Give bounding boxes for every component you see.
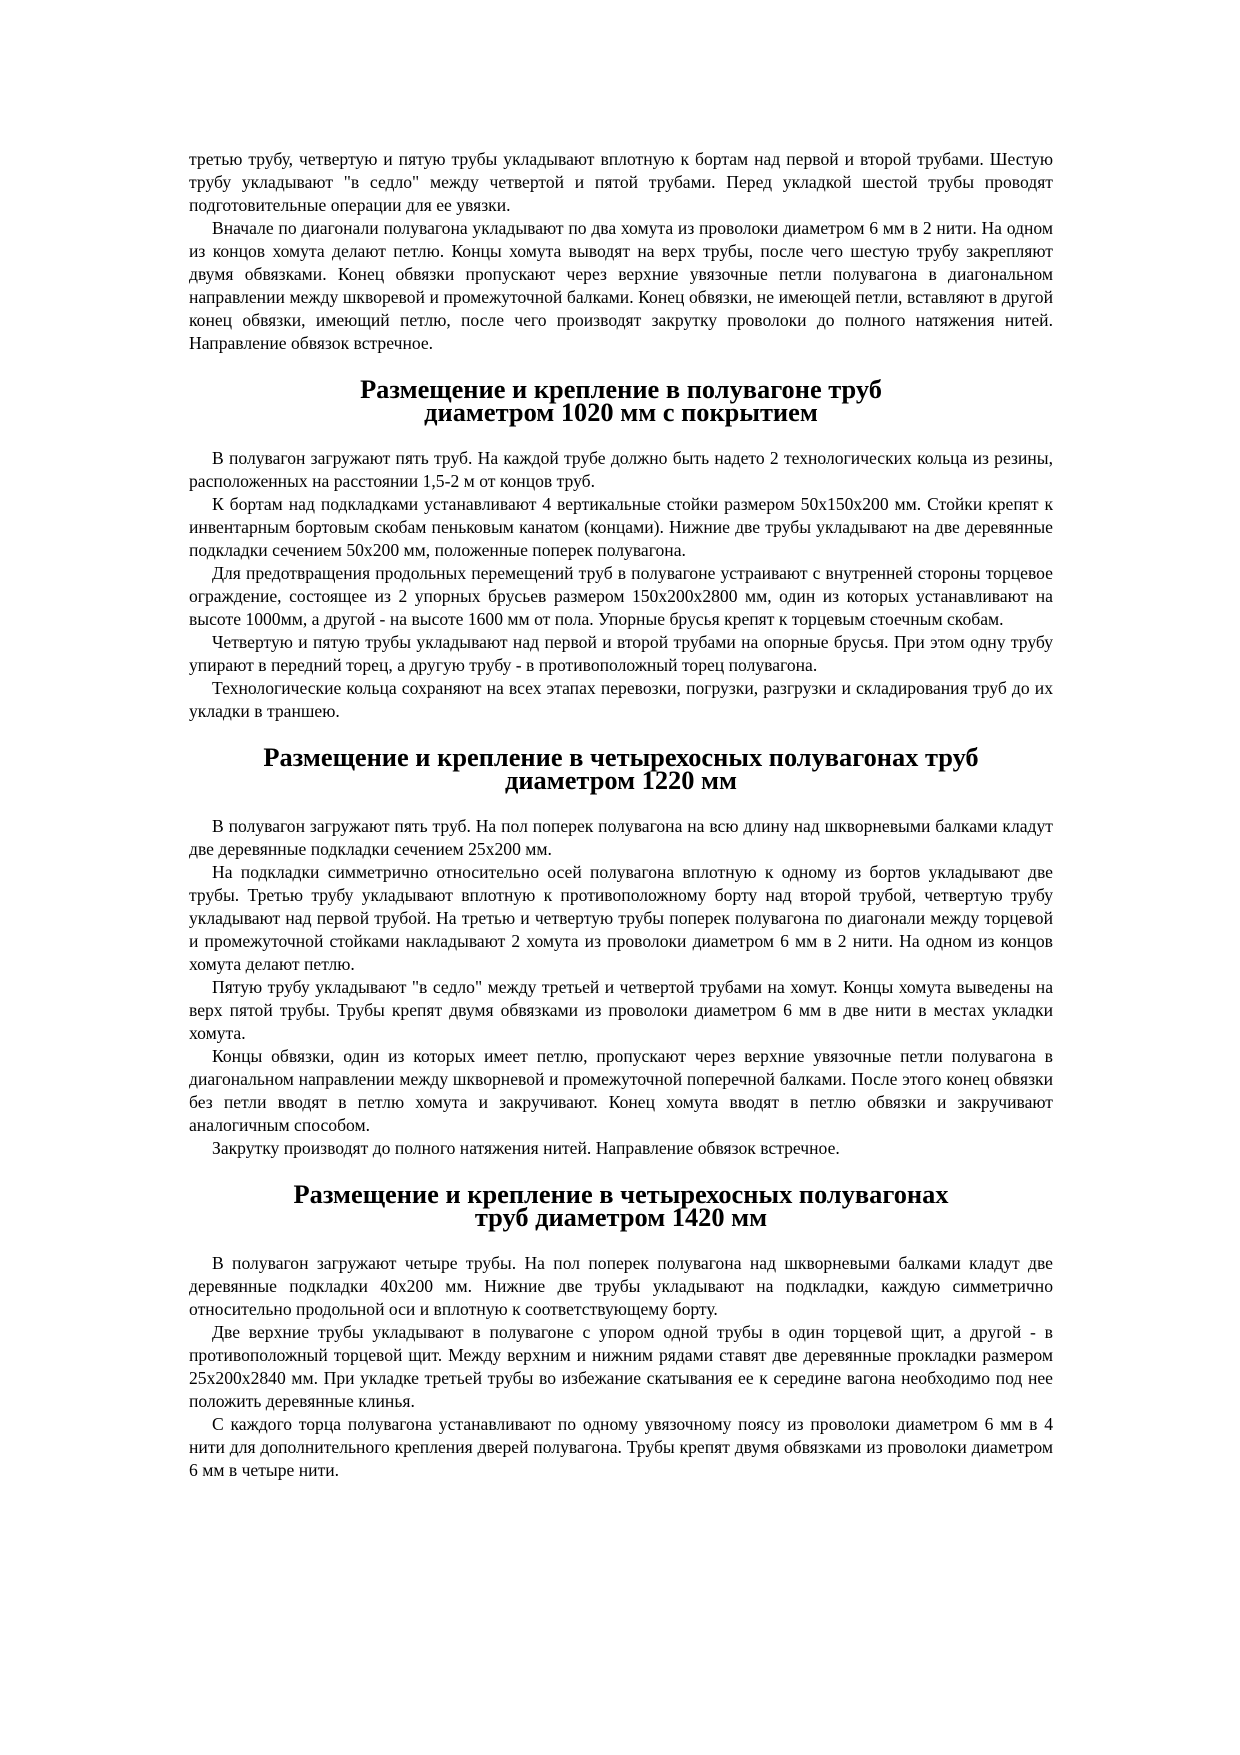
section-1-paragraph-5: Технологические кольца сохраняют на всех этапах перевозки, погрузки, разгрузки и складирования труб до их укладки в траншею. xyxy=(189,678,1053,721)
section-3-title-line2: труб диаметром 1420 мм xyxy=(474,1202,768,1232)
section-3-paragraph-1: В полувагон загружают четыре трубы. На пол поперек полувагона над шкворневыми балками кладут две деревянные подкладки 40х200 мм. Нижние две трубы укладывают на подкладки, каждую симметрично относительно продольной оси и вплотную к соответствующему борту. xyxy=(189,1253,1053,1319)
section-2-paragraph-4: Концы обвязки, один из которых имеет петлю, пропускают через верхние увязочные петли полувагона в диагональном направлении между шкворневой и промежуточной поперечной балками. После этого конец обвязки без петли вводят в петлю хомута и закручивают. Конец хомута вводят в петлю обвязки и закручивают аналогичным способом. xyxy=(189,1046,1053,1135)
section-2-paragraph-2: На подкладки симметрично относительно осей полувагона вплотную к одному из бортов укладывают две трубы. Третью трубу укладывают вплотную к противоположному борту над второй трубой, четвертую трубу укладывают над первой трубой. На третью и четвертую трубы поперек полувагона по диагонали между торцевой и промежуточной стойками накладывают 2 хомута из проволоки диаметром 6 мм в 2 нити. На одном из концов хомута делают петлю. xyxy=(189,862,1053,974)
intro-paragraph-2: Вначале по диагонали полувагона укладывают по два хомута из проволоки диаметром 6 мм в 2 нити. На одном из концов хомута делают петлю. Концы хомута выводят на верх трубы, после чего шестую трубу закрепляют двумя обвязками. Конец обвязки пропускают через верхние увязочные петли полувагона в диагональном направлении между шкворевой и промежуточной балками. Конец обвязки, не имеющей петли, вставляют в другой конец обвязки, имеющий петлю, после чего производят закрутку проволоки до полного натяжения нитей. Направление обвязок встречное. xyxy=(189,218,1053,353)
section-2-paragraph-5: Закрутку производят до полного натяжения нитей. Направление обвязок встречное. xyxy=(212,1138,840,1158)
section-1-paragraph-2: К бортам над подкладками устанавливают 4 вертикальные стойки размером 50х150х200 мм. Стойки крепят к инвентарным бортовым скобам пеньковым канатом (концами). Нижние две трубы укладывают на две деревянные подкладки сечением 50х200 мм, положенные поперек полувагона. xyxy=(189,494,1053,560)
intro-paragraph-1: третью трубу, четвертую и пятую трубы укладывают вплотную к бортам над первой и второй трубами. Шестую трубу укладывают "в седло" между четвертой и пятой трубами. Перед укладкой шестой трубы проводят подготовительные операции для ее увязки. xyxy=(189,149,1053,215)
section-1-title-line1: Размещение и крепление в полувагоне труб xyxy=(360,374,882,404)
section-1-paragraph-4: Четвертую и пятую трубы укладывают над первой и второй трубами на опорные брусья. При этом одну трубу упирают в передний торец, а другую трубу - в противоположный торец полувагона. xyxy=(189,632,1053,675)
section-2-title-line1: Размещение и крепление в четырехосных полувагонах труб xyxy=(263,742,979,772)
section-1-title-line2: диаметром 1020 мм с покрытием xyxy=(424,397,818,427)
section-3-title-line1: Размещение и крепление в четырехосных полувагонах xyxy=(293,1179,949,1209)
section-2-title-line2: диаметром 1220 мм xyxy=(504,765,737,795)
document-page xyxy=(189,148,1053,1482)
section-3-paragraph-3: С каждого торца полувагона устанавливают по одному увязочному поясу из проволоки диаметром 6 мм в 4 нити для дополнительного крепления дверей полувагона. Трубы крепят двумя обвязками из проволоки диаметром 6 мм в четыре нити. xyxy=(189,1414,1053,1480)
section-2-paragraph-1: В полувагон загружают пять труб. На пол поперек полувагона на всю длину над шкворневыми балками кладут две деревянные подкладки сечением 25х200 мм. xyxy=(189,816,1053,859)
section-1-paragraph-1: В полувагон загружают пять труб. На каждой трубе должно быть надето 2 технологических кольца из резины, расположенных на расстоянии 1,5-2 м от концов труб. xyxy=(189,448,1053,491)
section-1-heading xyxy=(189,374,1053,427)
section-3-heading xyxy=(189,1179,1053,1232)
section-1-paragraph-3: Для предотвращения продольных перемещений труб в полувагоне устраивают с внутренней стороны торцевое ограждение, состоящее из 2 упорных брусьев размером 150х200х2800 мм, один из которых устанавливают на высоте 1000мм, а другой - на высоте 1600 мм от пола. Упорные брусья крепят к торцевым стоечным скобам. xyxy=(189,563,1053,629)
section-2-paragraph-3: Пятую трубу укладывают "в седло" между третьей и четвертой трубами на хомут. Концы хомута выведены на верх пятой трубы. Трубы крепят двумя обвязками из проволоки диаметром 6 мм в две нити в местах укладки хомута. xyxy=(189,977,1053,1043)
section-3-paragraph-2: Две верхние трубы укладывают в полувагоне с упором одной трубы в один торцевой щит, а другой - в противоположный торцевой щит. Между верхним и нижним рядами ставят две деревянные прокладки размером 25х200х2840 мм. При укладке третьей трубы во избежание скатывания ее к середине вагона необходимо под нее положить деревянные клинья. xyxy=(189,1322,1053,1411)
section-2-heading xyxy=(189,742,1053,795)
